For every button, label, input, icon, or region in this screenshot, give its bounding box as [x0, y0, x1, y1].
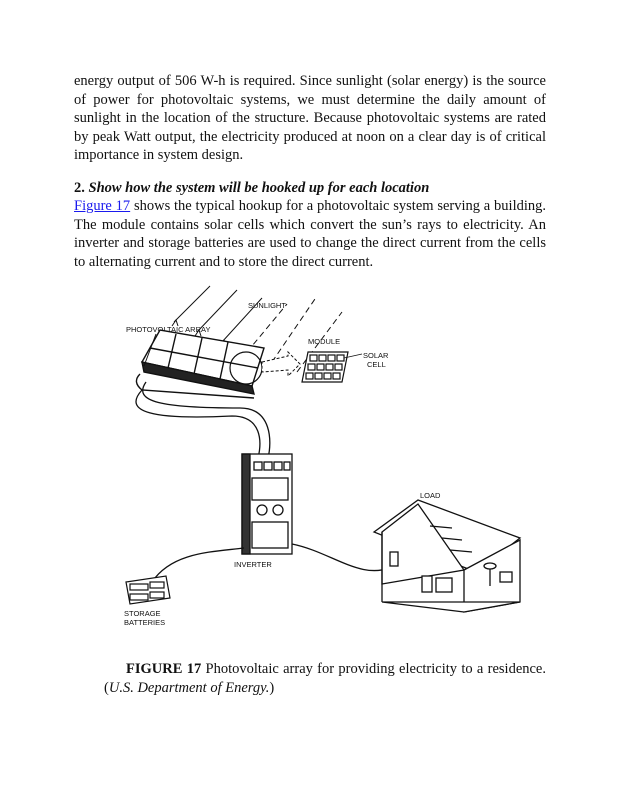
paragraph-2-text: shows the typical hookup for a photovoltaic system serving a building. The module contains solar cells which convert the sun’s rays to electricity. An inverter and storage batteries are used to change the direct current from the cells to alternating current and to store the direct current. [74, 198, 546, 270]
heading-number: 2. [74, 180, 85, 196]
storage-batteries [126, 576, 170, 604]
photovoltaic-system-figure [112, 282, 532, 632]
inverter-unit [242, 454, 292, 554]
caption-text: Photovoltaic array for providing electricity to a residence. ( [104, 661, 546, 696]
figure-17-link[interactable]: Figure 17 [74, 198, 131, 214]
heading-title: Show how the system will be hooked up for each location [88, 180, 430, 196]
load-cable [292, 544, 394, 571]
solar-label: SOLAR [363, 351, 389, 360]
inverter-label: INVERTER [234, 560, 272, 569]
module-label: MODULE [308, 337, 341, 346]
array-cable [136, 390, 260, 458]
photovoltaic-array-panel [136, 330, 264, 398]
photovoltaic-array-label: PHOTOVOLTAIC ARRAY [126, 325, 211, 334]
load-label: LOAD [420, 491, 441, 500]
sunlight-label: SUNLIGHT [248, 301, 286, 310]
caption-close: ) [269, 680, 275, 696]
house-load [374, 500, 520, 612]
body-paragraph-2 [74, 197, 546, 271]
figure-caption [104, 660, 546, 698]
solar-module [302, 352, 348, 382]
batteries-label: BATTERIES [124, 618, 166, 627]
caption-source: U.S. Department of Energy. [108, 680, 270, 696]
caption-label: FIGURE 17 [126, 661, 202, 677]
cell-label: CELL [367, 360, 386, 369]
storage-label: STORAGE [124, 609, 161, 618]
section-heading [74, 179, 429, 198]
body-paragraph-1: energy output of 506 W-h is required. Since sunlight (solar energy) is the source of power for photovoltaic systems, we must determine the daily amount of sunlight in the location of the structure. Because photovoltaic systems are rated by peak Watt output, the electricity produced at noon on a clear day is of critical importance in system design. [74, 73, 546, 164]
